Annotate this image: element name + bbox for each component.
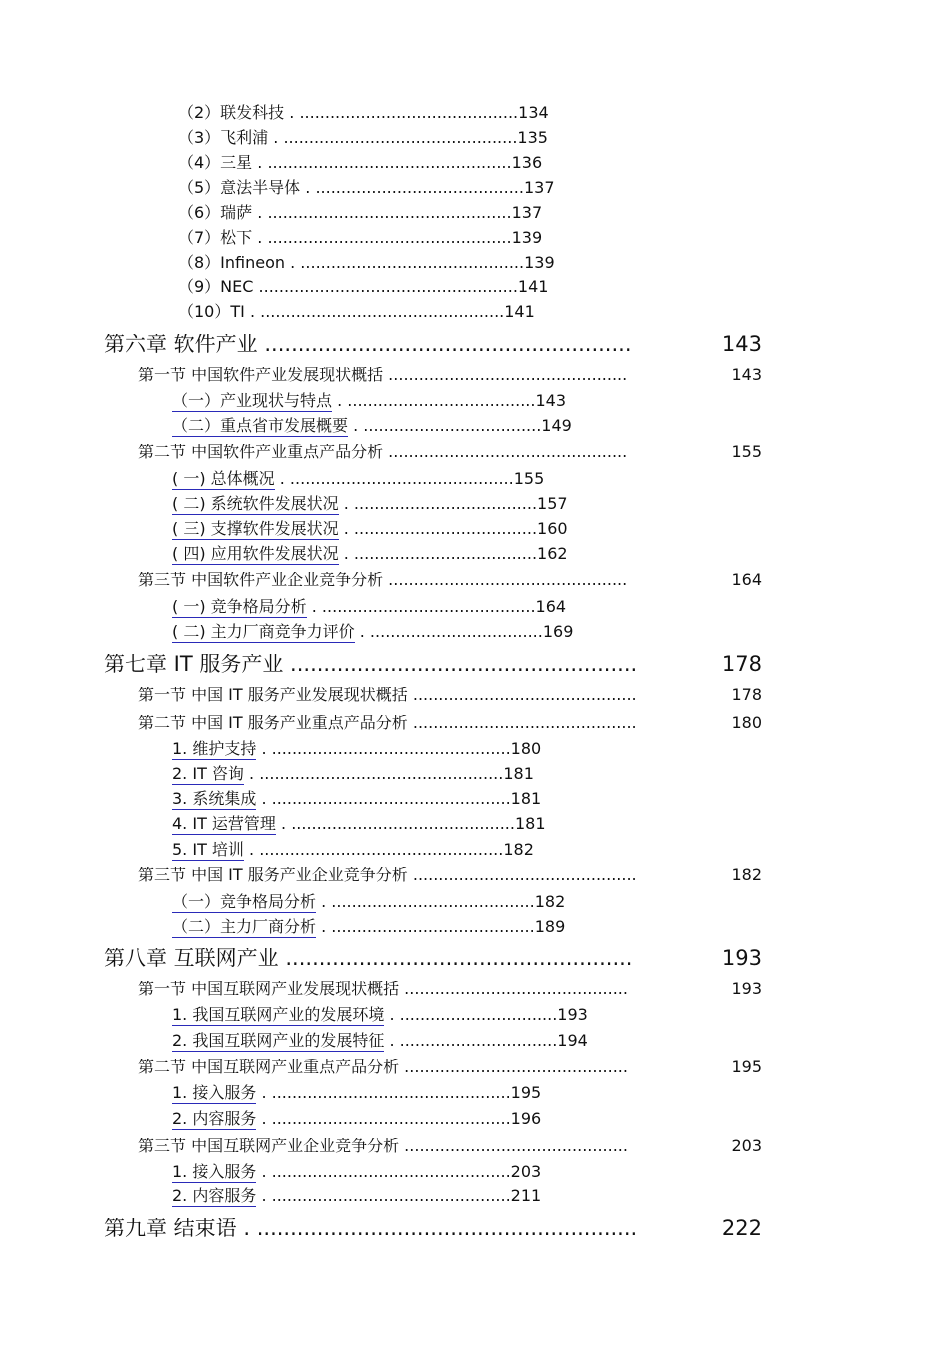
toc-leader-dots: . .............................................. xyxy=(268,128,518,147)
toc-page-number: 211 xyxy=(510,1186,542,1205)
toc-leader-dots: . ......................................................... xyxy=(236,1218,638,1239)
toc-entry-title[interactable]: 第六章 软件产业 xyxy=(104,334,258,355)
toc-entry-title[interactable]: 第三节 中国软件产业企业竞争分析 xyxy=(138,572,383,588)
toc-leader-dots: ............................................ xyxy=(399,981,628,997)
toc-entry-title[interactable]: （4）三星 xyxy=(178,153,253,172)
toc-page-number: 181 xyxy=(503,764,534,783)
toc-entry-level-3[interactable] xyxy=(178,230,542,246)
toc-leader-dots: . ........................................... xyxy=(284,103,519,122)
toc-entry-level-3[interactable] xyxy=(178,304,535,320)
toc-leader-dots: ....................................................... xyxy=(257,334,632,355)
toc-leader-dots: . ............................................ xyxy=(274,469,514,488)
toc-page-number: 164 xyxy=(731,570,762,589)
toc-leader-dots: . ........................................ xyxy=(316,917,535,936)
toc-page-number: 149 xyxy=(541,416,572,435)
toc-page-number: 195 xyxy=(510,1083,542,1102)
toc-entry-level-3[interactable] xyxy=(178,279,548,295)
toc-entry-title[interactable]: 2. 我国互联网产业的发展特征 xyxy=(172,1031,385,1050)
toc-page-number: 182 xyxy=(503,840,534,859)
toc-entry-title[interactable]: 1. 接入服务 xyxy=(172,1162,257,1181)
toc-page-number: 137 xyxy=(511,203,543,222)
toc-page-number: 155 xyxy=(731,442,762,461)
toc-page-number: 193 xyxy=(557,1005,588,1024)
toc-entry-title[interactable]: 1. 接入服务 xyxy=(172,1083,257,1102)
toc-entry-level-3[interactable] xyxy=(178,205,542,221)
toc-entry-title[interactable]: 第一节 中国互联网产业发展现状概括 xyxy=(138,981,399,997)
toc-page-number: 139 xyxy=(524,253,555,272)
toc-page-number: 194 xyxy=(557,1031,588,1050)
toc-entry-title[interactable]: （7）松下 xyxy=(178,228,253,247)
toc-entry-title[interactable]: （一）产业现状与特点 xyxy=(172,391,333,410)
toc-entry-title[interactable]: 2. IT 咨询 xyxy=(172,764,244,783)
toc-entry-level-3[interactable] xyxy=(172,791,541,807)
toc-entry-title[interactable]: 第八章 互联网产业 xyxy=(104,948,279,969)
toc-leader-dots: . ............................................... xyxy=(256,789,511,808)
toc-leader-dots: ............................................ xyxy=(407,687,637,703)
toc-page-number: 136 xyxy=(511,153,543,172)
toc-leader-dots: .................................................... xyxy=(283,654,638,675)
toc-entry-title[interactable]: （二）主力厂商分析 xyxy=(172,917,317,936)
toc-page-number: 169 xyxy=(542,622,574,641)
toc-leader-dots: . .................................... xyxy=(338,544,538,563)
toc-entry-title[interactable]: （5）意法半导体 xyxy=(178,178,301,197)
toc-entry-level-1[interactable] xyxy=(104,948,632,969)
toc-leader-dots: . ............................................ xyxy=(275,814,515,833)
toc-entry-level-3[interactable] xyxy=(172,1007,588,1023)
toc-page-number: 203 xyxy=(510,1162,542,1181)
toc-entry-level-2[interactable] xyxy=(138,367,627,383)
toc-leader-dots: . ............................................ xyxy=(285,253,525,272)
toc-entry-title[interactable]: 第二节 中国互联网产业重点产品分析 xyxy=(138,1059,399,1075)
toc-page-number: 155 xyxy=(513,469,545,488)
toc-page-number: 196 xyxy=(510,1109,542,1128)
toc-leader-dots: . ............................... xyxy=(384,1005,558,1024)
toc-entry-level-2[interactable] xyxy=(138,981,628,997)
toc-leader-dots: . ............................................... xyxy=(256,1186,511,1205)
toc-leader-dots: . ................................................ xyxy=(252,228,512,247)
toc-entry-title[interactable]: 1. 我国互联网产业的发展环境 xyxy=(172,1005,385,1024)
toc-entry-level-3[interactable] xyxy=(172,393,566,409)
toc-entry-title[interactable]: 3. 系统集成 xyxy=(172,789,257,808)
toc-entry-level-3[interactable] xyxy=(172,816,546,832)
toc-entry-level-2[interactable] xyxy=(138,1059,628,1075)
toc-entry-level-1[interactable] xyxy=(104,334,632,355)
toc-entry-level-3[interactable] xyxy=(178,255,555,271)
toc-leader-dots: ............................................ xyxy=(407,715,637,731)
toc-page-number: 164 xyxy=(535,597,567,616)
toc-page-number: 203 xyxy=(731,1136,762,1155)
toc-page-number: 193 xyxy=(731,979,762,998)
toc-leader-dots: . .................................. xyxy=(354,622,543,641)
toc-entry-title[interactable]: ( 二) 主力厂商竞争力评价 xyxy=(172,622,355,641)
toc-page-number: 178 xyxy=(721,652,762,676)
toc-entry-level-1[interactable] xyxy=(104,1218,637,1239)
toc-entry-title[interactable]: （二）重点省市发展概要 xyxy=(172,416,349,435)
toc-entry-level-3[interactable] xyxy=(172,418,572,434)
toc-leader-dots: ............................................... xyxy=(383,444,628,460)
toc-entry-level-3[interactable] xyxy=(172,1164,541,1180)
toc-page-number: 180 xyxy=(731,713,762,732)
toc-leader-dots: . ............................................... xyxy=(256,739,511,758)
toc-entry-level-3[interactable] xyxy=(172,741,541,757)
toc-entry-level-2[interactable] xyxy=(138,1138,628,1154)
toc-entry-level-3[interactable] xyxy=(172,1188,541,1204)
toc-entry-level-3[interactable] xyxy=(172,521,568,537)
toc-entry-level-3[interactable] xyxy=(172,496,568,512)
toc-leader-dots: . ............................................... xyxy=(256,1109,511,1128)
toc-page-number: 141 xyxy=(504,302,535,321)
toc-page-number: 180 xyxy=(510,739,542,758)
toc-entry-title[interactable]: （10）TI xyxy=(178,302,245,321)
toc-leader-dots: . ............................................... xyxy=(256,1162,511,1181)
toc-leader-dots: . .......................................... xyxy=(306,597,536,616)
toc-entry-level-3[interactable] xyxy=(178,105,549,121)
toc-entry-level-2[interactable] xyxy=(138,444,627,460)
toc-leader-dots: . ............................................... xyxy=(256,1083,511,1102)
toc-entry-title[interactable]: （9）NEC xyxy=(178,277,254,296)
toc-leader-dots: ............................................ xyxy=(399,1138,628,1154)
toc-entry-title[interactable]: ( 三) 支撑软件发展状况 xyxy=(172,519,339,538)
toc-leader-dots: ............................................ xyxy=(407,867,637,883)
toc-entry-level-3[interactable] xyxy=(172,546,568,562)
toc-entry-level-2[interactable] xyxy=(138,715,637,731)
toc-leader-dots: .................................................... xyxy=(278,948,633,969)
toc-entry-title[interactable]: 第二节 中国 IT 服务产业重点产品分析 xyxy=(138,715,408,731)
toc-entry-title[interactable]: 第二节 中国软件产业重点产品分析 xyxy=(138,444,383,460)
toc-leader-dots: . ............................... xyxy=(384,1031,558,1050)
toc-entry-title[interactable]: ( 四) 应用软件发展状况 xyxy=(172,544,339,563)
toc-entry-level-3[interactable] xyxy=(172,1085,541,1101)
toc-entry-level-3[interactable] xyxy=(172,1033,588,1049)
toc-entry-title[interactable]: 第七章 IT 服务产业 xyxy=(104,654,283,675)
toc-entry-title[interactable]: 2. 内容服务 xyxy=(172,1186,257,1205)
toc-page-number: 137 xyxy=(523,178,555,197)
toc-entry-title[interactable]: 第九章 结束语 xyxy=(104,1218,237,1239)
toc-page-number: 181 xyxy=(514,814,546,833)
toc-page-number: 134 xyxy=(518,103,549,122)
toc-entry-title[interactable]: 第三节 中国 IT 服务产业企业竞争分析 xyxy=(138,867,408,883)
toc-entry-title[interactable]: （8）Infineon xyxy=(178,253,286,272)
toc-entry-title[interactable]: 第一节 中国 IT 服务产业发展现状概括 xyxy=(138,687,408,703)
toc-leader-dots: . ..................................... xyxy=(332,391,536,410)
toc-entry-level-3[interactable] xyxy=(178,180,555,196)
toc-entry-level-2[interactable] xyxy=(138,572,627,588)
toc-entry-title[interactable]: （一）竞争格局分析 xyxy=(172,892,317,911)
toc-page-number: 143 xyxy=(731,365,762,384)
toc-leader-dots: . ........................................ xyxy=(316,892,535,911)
toc-entry-title[interactable]: ( 一) 总体概况 xyxy=(172,469,275,488)
toc-page-number: 181 xyxy=(510,789,542,808)
toc-entry-title[interactable]: （6）瑞萨 xyxy=(178,203,253,222)
toc-entry-title[interactable]: 1. 维护支持 xyxy=(172,739,257,758)
toc-entry-level-3[interactable] xyxy=(178,155,542,171)
toc-entry-level-2[interactable] xyxy=(138,687,637,703)
toc-leader-dots: ............................................... xyxy=(383,367,628,383)
toc-entry-level-2[interactable] xyxy=(138,867,637,883)
toc-leader-dots: . ................................................ xyxy=(252,203,512,222)
toc-leader-dots: . ................................................ xyxy=(243,764,504,783)
toc-entry-level-3[interactable] xyxy=(172,471,544,487)
toc-page-number: 135 xyxy=(517,128,548,147)
toc-entry-title[interactable]: （2）联发科技 xyxy=(178,103,285,122)
toc-entry-title[interactable]: （3）飞利浦 xyxy=(178,128,269,147)
toc-entry-level-3[interactable] xyxy=(172,919,565,935)
toc-leader-dots: . ................................... xyxy=(348,416,542,435)
toc-page-number: 157 xyxy=(537,494,568,513)
toc-page-number: 182 xyxy=(731,865,762,884)
toc-entry-title[interactable]: 2. 内容服务 xyxy=(172,1109,257,1128)
toc-entry-level-3[interactable] xyxy=(172,766,534,782)
toc-page-number: 160 xyxy=(537,519,568,538)
toc-entry-level-3[interactable] xyxy=(178,130,548,146)
toc-entry-level-3[interactable] xyxy=(172,1111,541,1127)
toc-page-number: 195 xyxy=(731,1057,762,1076)
toc-page-number: 162 xyxy=(537,544,568,563)
toc-leader-dots: . ................................................ xyxy=(243,840,504,859)
toc-entry-level-3[interactable] xyxy=(172,624,573,640)
toc-leader-dots: . .................................... xyxy=(338,519,538,538)
toc-page-number: 139 xyxy=(511,228,543,247)
toc-page-number: 193 xyxy=(721,946,762,970)
toc-entry-title[interactable]: 第一节 中国软件产业发展现状概括 xyxy=(138,367,383,383)
toc-leader-dots: ............................................ xyxy=(399,1059,628,1075)
toc-leader-dots: ............................................... xyxy=(383,572,628,588)
toc-page-number: 143 xyxy=(721,332,762,356)
toc-entry-title[interactable]: 5. IT 培训 xyxy=(172,840,244,859)
toc-entry-level-3[interactable] xyxy=(172,599,566,615)
toc-page-number: 143 xyxy=(535,391,566,410)
toc-page-number: 178 xyxy=(731,685,762,704)
toc-page-number: 141 xyxy=(517,277,549,296)
toc-leader-dots: . ................................................ xyxy=(252,153,512,172)
toc-entry-level-1[interactable] xyxy=(104,654,637,675)
toc-entry-title[interactable]: ( 一) 竞争格局分析 xyxy=(172,597,307,616)
toc-entry-title[interactable]: 第三节 中国互联网产业企业竞争分析 xyxy=(138,1138,399,1154)
toc-entry-title[interactable]: ( 二) 系统软件发展状况 xyxy=(172,494,339,513)
toc-leader-dots: . .................................... xyxy=(338,494,538,513)
toc-leader-dots: ................................................... xyxy=(253,277,518,296)
toc-entry-title[interactable]: 4. IT 运营管理 xyxy=(172,814,276,833)
toc-page-number: 182 xyxy=(534,892,566,911)
toc-entry-level-3[interactable] xyxy=(172,894,565,910)
toc-page-number: 222 xyxy=(721,1216,762,1240)
toc-leader-dots: . ................................................ xyxy=(244,302,505,321)
toc-leader-dots: . ......................................... xyxy=(300,178,524,197)
toc-entry-level-3[interactable] xyxy=(172,842,534,858)
toc-page-number: 189 xyxy=(534,917,566,936)
